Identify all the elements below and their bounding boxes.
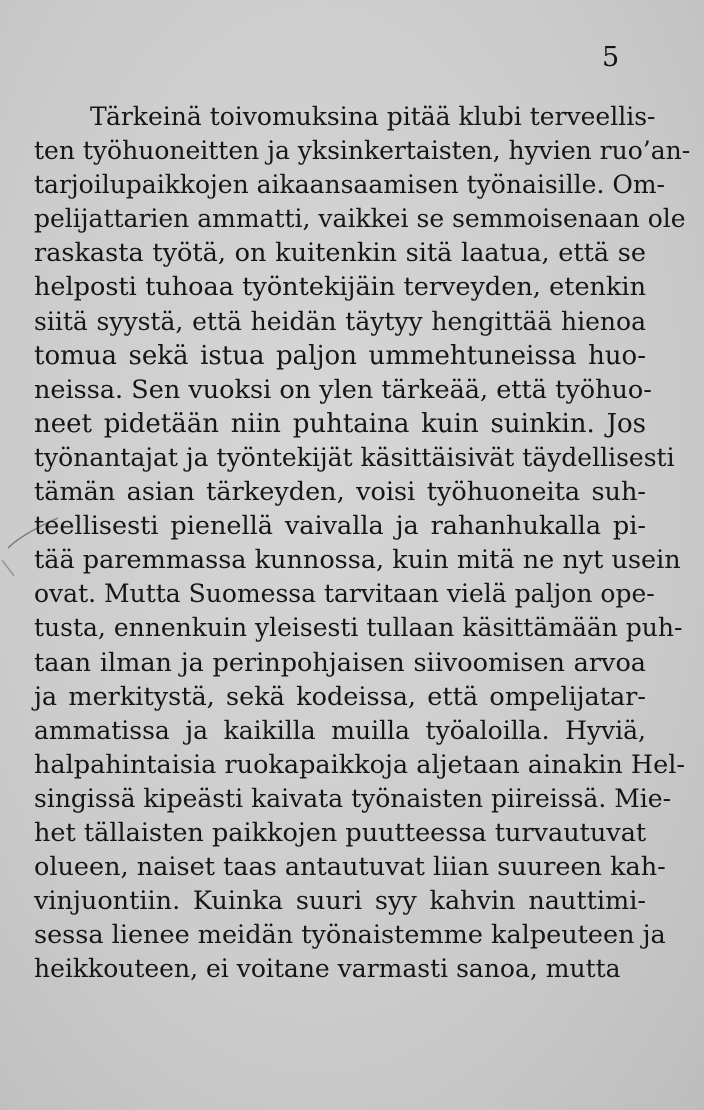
text-line: ovat. Mutta Suomessa tarvitaan vielä paljon ope- (34, 579, 655, 609)
text-line: työnantajat ja työntekijät käsittäisivät täydellisesti (34, 442, 675, 472)
text-line: neissa. Sen vuoksi on ylen tärkeää, että työhuo- (34, 374, 652, 405)
text-line: sessa lienee meidän työnaistemme kalpeuteen ja (34, 920, 666, 951)
page-number: 5 (602, 42, 620, 73)
text-line: tomua sekä istua paljon ummehtuneissa huo- (34, 340, 646, 371)
body-text (34, 100, 691, 986)
text-line: tämän asian tärkeyden, voisi työhuoneita suh- (34, 477, 646, 508)
text-line: Tärkeinä toivomuksina pitää klubi terveellis- (90, 102, 656, 131)
text-line: singissä kipeästi kaivata työnaisten piireissä. Mie- (34, 783, 672, 813)
text-line: neet pidetään niin puhtaina kuin suinkin. Jos (34, 408, 646, 439)
text-line: helposti tuhoaa työntekijäin terveyden, etenkin (34, 272, 646, 303)
text-line: ammatissa ja kaikilla muilla työaloilla. Hyviä, (34, 715, 646, 745)
text-line: tää paremmassa kunnossa, kuin mitä ne nyt usein (34, 545, 681, 576)
text-line: het tällaisten paikkojen puutteessa turvautuvat (34, 817, 647, 848)
text-line: olueen, naiset taas antautuvat liian suureen kah- (34, 852, 666, 883)
text-line: ten työhuoneitten ja yksinkertaisten, hyvien ruo’an- (34, 136, 691, 166)
text-line: taan ilman ja perinpohjaisen siivoomisen arvoa (34, 647, 646, 678)
text-line: tusta, ennenkuin yleisesti tullaan käsittämään puh- (34, 613, 683, 643)
text-line: ja merkitystä, sekä kodeissa, että ompelijatar- (34, 681, 646, 712)
text-line: tarjoilupaikkojen aikaansaamisen työnaisille. Om- (34, 170, 665, 200)
text-line: raskasta työtä, on kuitenkin sitä laatua, että se (34, 238, 646, 269)
text-line: heikkouteen, ei voitane varmasti sanoa, mutta (34, 954, 621, 984)
text-line: siitä syystä, että heidän täytyy hengittää hienoa (34, 306, 646, 336)
text-line: pelijattarien ammatti, vaikkei se semmoisenaan ole (34, 204, 686, 234)
text-line: vinjuontiin. Kuinka suuri syy kahvin nauttimi- (34, 886, 646, 917)
text-line: teellisesti pienellä vaivalla ja rahanhukalla pi- (34, 511, 646, 542)
text-line: halpahintaisia ruokapaikkoja aljetaan ainakin Hel- (34, 749, 685, 780)
